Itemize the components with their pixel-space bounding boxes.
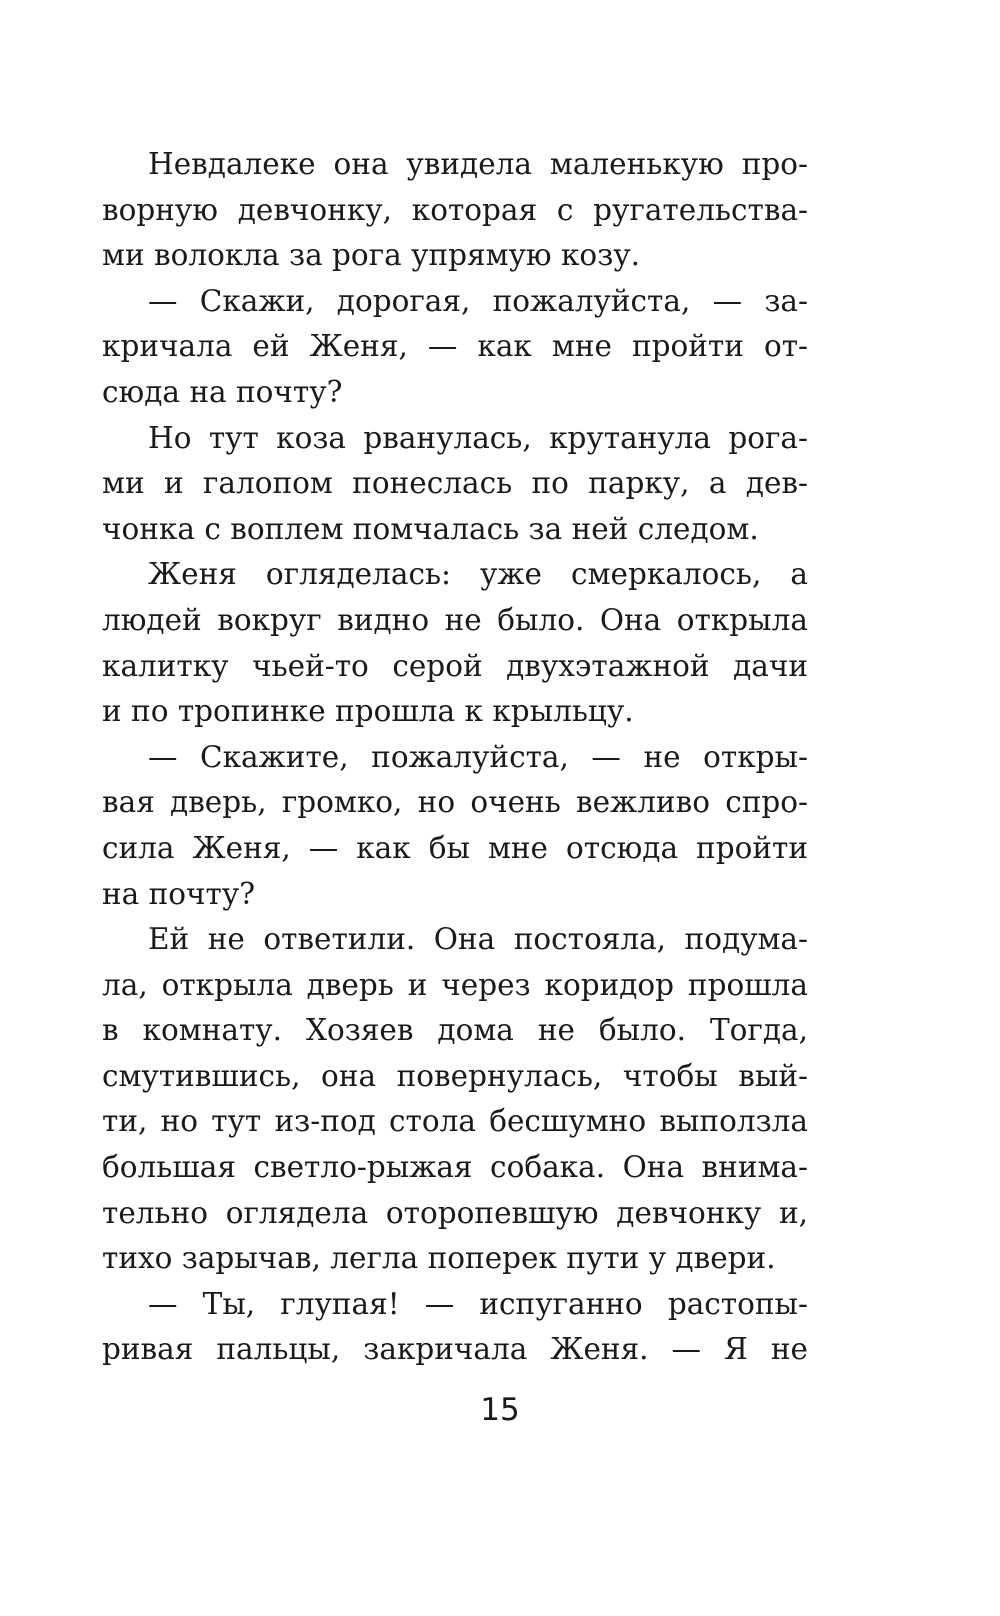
text-line: людей вокруг видно не было. Она открыла <box>102 602 808 637</box>
text-line: на почту? <box>102 876 256 911</box>
text-line: ривая пальцы, закричала Женя. — Я не <box>102 1332 808 1367</box>
text-line: сюда на почту? <box>102 374 343 409</box>
text-line: ми и галопом понеслась по парку, а дев- <box>102 466 808 501</box>
text-line: чонка с воплем помчалась за ней следом. <box>102 511 759 546</box>
text-line: Невдалеке она увидела маленькую про- <box>148 147 808 181</box>
text-line: сила Женя, — как бы мне отсюда пройти <box>102 830 808 865</box>
text-line: калитку чьей-то серой двухэтажной дачи <box>102 648 808 683</box>
text-line: большая светло-рыжая собака. Она внима- <box>102 1150 808 1185</box>
text-line: Ей не ответили. Она постояла, подума- <box>148 922 808 957</box>
text-line: тихо зарычав, легла поперек пути у двери. <box>102 1241 776 1276</box>
text-line: — Скажите, пожалуйста, — не откры- <box>148 739 808 774</box>
text-line: тельно оглядела оторопевшую девчонку и, <box>102 1195 808 1230</box>
text-line: Но тут коза рванулась, крутанула рога- <box>148 420 808 455</box>
text-line: смутившись, она повернулась, чтобы вый- <box>102 1058 808 1093</box>
body-text <box>102 142 808 1373</box>
text-line: — Скажи, дорогая, пожалуйста, — за- <box>148 283 808 318</box>
text-line: ми волокла за рога упрямую козу. <box>102 238 641 273</box>
text-line: Женя огляделась: уже смеркалось, а <box>148 557 808 592</box>
text-line: кричала ей Женя, — как мне пройти от- <box>102 329 808 364</box>
page-number: 15 <box>480 1392 520 1428</box>
text-line: — Ты, глупая! — испуганно растопы- <box>148 1286 808 1321</box>
text-line: и по тропинке прошла к крыльцу. <box>102 694 634 729</box>
text-line: в комнату. Хозяев дома не было. Тогда, <box>102 1013 808 1048</box>
text-line: ла, открыла дверь и через коридор прошла <box>102 967 808 1002</box>
text-line: вая дверь, громко, но очень вежливо спро- <box>102 785 808 820</box>
text-line: ворную девчонку, которая с ругательства- <box>102 192 808 227</box>
text-line: ти, но тут из-под стола бесшумно выползла <box>102 1104 808 1139</box>
